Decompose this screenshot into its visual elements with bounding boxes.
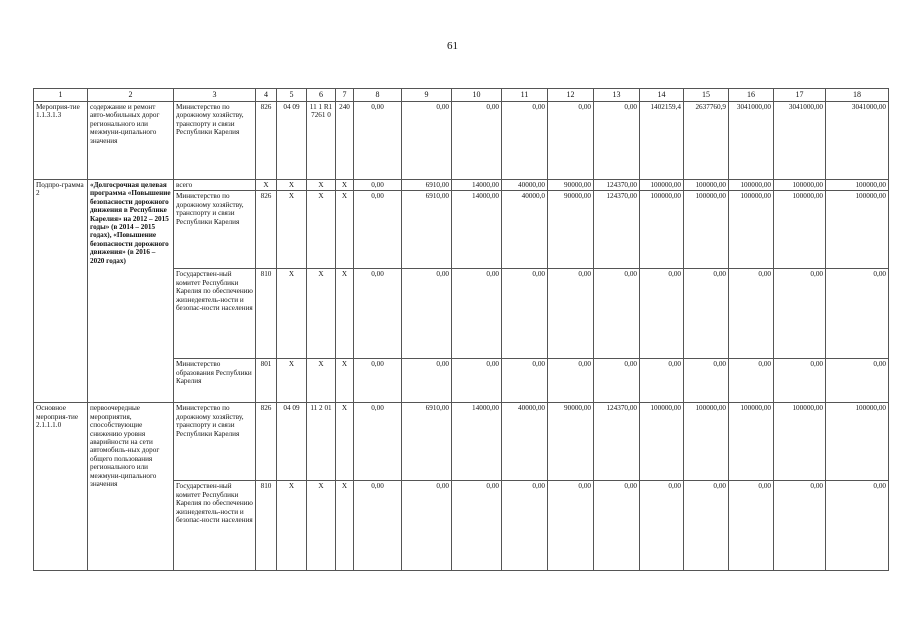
code-cell: 11 1 R1 7261 0 xyxy=(307,102,336,180)
table-row xyxy=(34,102,889,180)
header-cell: 12 xyxy=(548,89,594,102)
value-cell: 0,00 xyxy=(354,403,402,481)
value-cell: 90000,00 xyxy=(548,403,594,481)
value-cell: 0,00 xyxy=(402,481,452,571)
header-cell: 6 xyxy=(307,89,336,102)
value-cell: 0,00 xyxy=(594,102,640,180)
item-name-cell: первоочередные мероприятия, способствующие снижению уровня аварийности на сети автомобиль-ных дорог общего пользования регионального или межмуни-ципального значения xyxy=(88,403,174,571)
value-cell: 0,00 xyxy=(402,359,452,403)
executor-cell: Министерство образования Республики Карелия xyxy=(174,359,256,403)
value-cell: 100000,00 xyxy=(826,191,889,269)
code-cell: 04 09 xyxy=(277,102,307,180)
code-cell: 801 xyxy=(256,359,277,403)
value-cell: 0,00 xyxy=(452,359,502,403)
value-cell: 0,00 xyxy=(729,269,774,359)
page-number: 61 xyxy=(447,40,458,52)
value-cell: 0,00 xyxy=(354,359,402,403)
executor-cell: Министерство по дорожному хозяйству, транспорту и связи Республики Карелия xyxy=(174,403,256,481)
value-cell: 0,00 xyxy=(826,481,889,571)
value-cell: 100000,00 xyxy=(729,191,774,269)
header-cell: 8 xyxy=(354,89,402,102)
value-cell: 14000,00 xyxy=(452,180,502,191)
header-cell: 13 xyxy=(594,89,640,102)
value-cell: 0,00 xyxy=(502,481,548,571)
item-code-cell: Мероприя-тие 1.1.3.1.3 xyxy=(34,102,88,180)
value-cell: 0,00 xyxy=(502,102,548,180)
value-cell: 100000,00 xyxy=(640,403,684,481)
executor-cell: Министерство по дорожному хозяйству, транспорту и связи Республики Карелия xyxy=(174,102,256,180)
value-cell: 100000,00 xyxy=(640,180,684,191)
item-code-cell: Подпро-грамма 2 xyxy=(34,180,88,403)
value-cell: 0,00 xyxy=(354,191,402,269)
code-cell: X xyxy=(336,481,354,571)
value-cell: 2637760,9 xyxy=(684,102,729,180)
value-cell: 0,00 xyxy=(402,269,452,359)
value-cell: 0,00 xyxy=(354,180,402,191)
value-cell: 3041000,00 xyxy=(774,102,826,180)
value-cell: 0,00 xyxy=(594,481,640,571)
code-cell: X xyxy=(307,481,336,571)
value-cell: 100000,00 xyxy=(826,180,889,191)
value-cell: 6910,00 xyxy=(402,180,452,191)
value-cell: 0,00 xyxy=(548,481,594,571)
header-cell: 11 xyxy=(502,89,548,102)
value-cell: 40000,00 xyxy=(502,403,548,481)
value-cell: 100000,00 xyxy=(774,403,826,481)
value-cell: 14000,00 xyxy=(452,403,502,481)
value-cell: 100000,00 xyxy=(684,180,729,191)
value-cell: 0,00 xyxy=(684,269,729,359)
value-cell: 0,00 xyxy=(354,269,402,359)
table-row xyxy=(34,403,889,481)
value-cell: 0,00 xyxy=(594,269,640,359)
header-cell: 10 xyxy=(452,89,502,102)
value-cell: 0,00 xyxy=(354,481,402,571)
executor-cell: Министерство по дорожному хозяйству, транспорту и связи Республики Карелия xyxy=(174,191,256,269)
header-cell: 9 xyxy=(402,89,452,102)
code-cell: X xyxy=(307,191,336,269)
value-cell: 90000,00 xyxy=(548,191,594,269)
value-cell: 0,00 xyxy=(502,359,548,403)
code-cell: X xyxy=(336,191,354,269)
value-cell: 124370,00 xyxy=(594,191,640,269)
value-cell: 0,00 xyxy=(548,359,594,403)
header-cell: 5 xyxy=(277,89,307,102)
value-cell: 14000,00 xyxy=(452,191,502,269)
value-cell: 100000,00 xyxy=(774,180,826,191)
value-cell: 0,00 xyxy=(729,481,774,571)
header-cell: 16 xyxy=(729,89,774,102)
value-cell: 0,00 xyxy=(452,269,502,359)
header-cell: 15 xyxy=(684,89,729,102)
value-cell: 1402159,4 xyxy=(640,102,684,180)
code-cell: 810 xyxy=(256,269,277,359)
header-cell: 4 xyxy=(256,89,277,102)
value-cell: 3041000,00 xyxy=(826,102,889,180)
item-name-cell: содержание и ремонт авто-мобильных дорог регионального или межмуни-ципального значения xyxy=(88,102,174,180)
value-cell: 124370,00 xyxy=(594,180,640,191)
value-cell: 3041000,00 xyxy=(729,102,774,180)
value-cell: 0,00 xyxy=(452,481,502,571)
value-cell: 0,00 xyxy=(826,359,889,403)
value-cell: 100000,00 xyxy=(729,180,774,191)
executor-cell: всего xyxy=(174,180,256,191)
value-cell: 0,00 xyxy=(684,359,729,403)
code-cell: X xyxy=(336,403,354,481)
budget-table xyxy=(33,88,889,571)
value-cell: 0,00 xyxy=(826,269,889,359)
value-cell: 90000,00 xyxy=(548,180,594,191)
value-cell: 0,00 xyxy=(452,102,502,180)
value-cell: 0,00 xyxy=(548,269,594,359)
value-cell: 0,00 xyxy=(640,359,684,403)
code-cell: X xyxy=(336,269,354,359)
code-cell: X xyxy=(277,191,307,269)
value-cell: 40000,00 xyxy=(502,180,548,191)
value-cell: 100000,00 xyxy=(684,403,729,481)
value-cell: 124370,00 xyxy=(594,403,640,481)
value-cell: 0,00 xyxy=(774,359,826,403)
item-name-cell: «Долгосрочная целевая программа «Повышение безопасности дорожного движения в Республике Карелия» на 2012 – 2015 годы» (в 2014 – 2015 годах), «Повышение безопасности дорожного движения» (в 2016 – 2020 годах) xyxy=(88,180,174,403)
value-cell: 100000,00 xyxy=(684,191,729,269)
code-cell: X xyxy=(277,481,307,571)
header-cell: 14 xyxy=(640,89,684,102)
header-row xyxy=(34,89,889,102)
header-cell: 17 xyxy=(774,89,826,102)
executor-cell: Государствен-ный комитет Республики Карелия по обеспечению жизнедеятель-ности и безопас-ности населения xyxy=(174,269,256,359)
code-cell: X xyxy=(277,269,307,359)
header-cell: 7 xyxy=(336,89,354,102)
code-cell: 11 2 01 xyxy=(307,403,336,481)
header-cell: 2 xyxy=(88,89,174,102)
code-cell: X xyxy=(307,359,336,403)
code-cell: 826 xyxy=(256,102,277,180)
header-cell: 18 xyxy=(826,89,889,102)
code-cell: X xyxy=(307,180,336,191)
code-cell: X xyxy=(307,269,336,359)
value-cell: 0,00 xyxy=(729,359,774,403)
code-cell: X xyxy=(336,180,354,191)
item-code-cell: Основное мероприя-тие 2.1.1.1.0 xyxy=(34,403,88,571)
code-cell: 04 09 xyxy=(277,403,307,481)
value-cell: 0,00 xyxy=(548,102,594,180)
value-cell: 0,00 xyxy=(640,269,684,359)
code-cell: 826 xyxy=(256,191,277,269)
value-cell: 6910,00 xyxy=(402,191,452,269)
code-cell: X xyxy=(256,180,277,191)
header-cell: 3 xyxy=(174,89,256,102)
code-cell: 810 xyxy=(256,481,277,571)
value-cell: 0,00 xyxy=(594,359,640,403)
table-row xyxy=(34,180,889,191)
header-cell: 1 xyxy=(34,89,88,102)
value-cell: 0,00 xyxy=(774,269,826,359)
value-cell: 100000,00 xyxy=(826,403,889,481)
value-cell: 0,00 xyxy=(354,102,402,180)
code-cell: 826 xyxy=(256,403,277,481)
value-cell: 0,00 xyxy=(684,481,729,571)
code-cell: X xyxy=(336,359,354,403)
value-cell: 0,00 xyxy=(640,481,684,571)
value-cell: 100000,00 xyxy=(729,403,774,481)
code-cell: 240 xyxy=(336,102,354,180)
code-cell: X xyxy=(277,359,307,403)
value-cell: 100000,00 xyxy=(640,191,684,269)
value-cell: 40000,0 xyxy=(502,191,548,269)
value-cell: 0,00 xyxy=(402,102,452,180)
value-cell: 100000,00 xyxy=(774,191,826,269)
value-cell: 0,00 xyxy=(502,269,548,359)
code-cell: X xyxy=(277,180,307,191)
value-cell: 0,00 xyxy=(774,481,826,571)
value-cell: 6910,00 xyxy=(402,403,452,481)
executor-cell: Государствен-ный комитет Республики Карелия по обеспечению жизнедеятель-ности и безопас-ности населения xyxy=(174,481,256,571)
